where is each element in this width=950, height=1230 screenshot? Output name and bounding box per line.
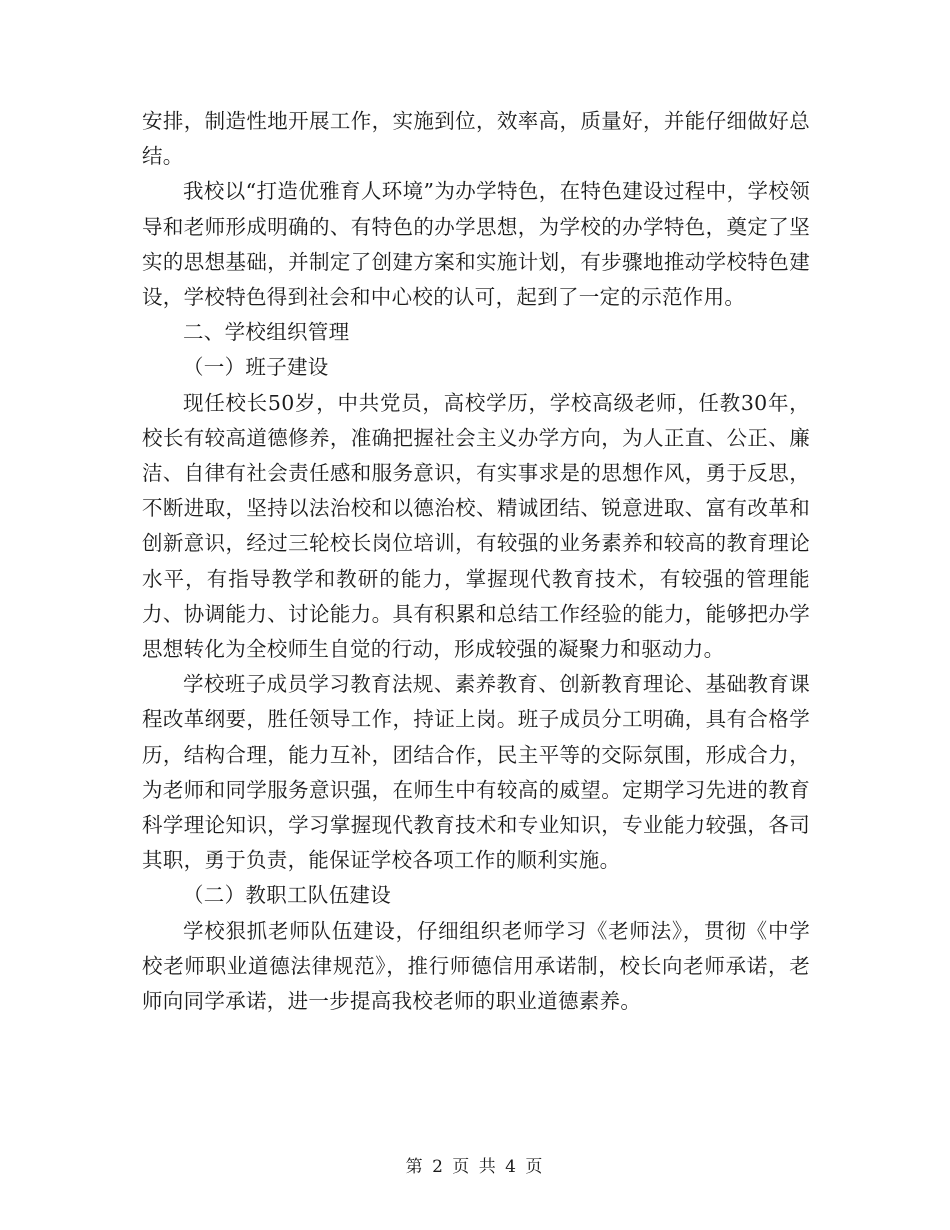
paragraph-continued: 安排，制造性地开展工作，实施到位，效率高，质量好，并能仔细做好总结。: [142, 109, 810, 169]
page-number-footer: 第 2 页 共 4 页: [405, 1157, 545, 1177]
paragraph-principal: 现任校长50岁，中共党员，高校学历，学校高级老师，任教30年，校长有较高道德修养，准确把握社会主义办学方向，为人正直、公正、廉洁、自律有社会责任感和服务意识，有实事求是的思想作风，勇于反思，不断进取，坚持以法治校和以德治校、精诚团结、锐意进取、富有改革和创新意识，经过三轮校长岗位培训，有较强的业务素养和较高的教育理论水平，有指导教学和教研的能力，掌握现代教育技术，有较强的管理能力、协调能力、讨论能力。具有积累和总结工作经验的能力，能够把办学思想转化为全校师生自觉的行动，形成较强的凝聚力和驱动力。: [142, 390, 810, 662]
paragraph-leadership-team: 学校班子成员学习教育法规、素养教育、创新教育理论、基础教育课程改革纲要，胜任领导工作，持证上岗。班子成员分工明确，具有合格学历，结构合理，能力互补，团结合作，民主平等的交际氛围，形成合力，为老师和同学服务意识强，在师生中有较高的威望。定期学习先进的教育科学理论知识，学习掌握现代教育技术和专业知识，专业能力较强，各司其职，勇于负责，能保证学校各项工作的顺利实施。: [142, 672, 810, 873]
paragraph-staff: 学校狠抓老师队伍建设，仔细组织老师学习《老师法》，贯彻《中学校老师职业道德法律规范》，推行师德信用承诺制，校长向老师承诺，老师向同学承诺，进一步提高我校老师的职业道德素养。: [142, 918, 810, 1014]
document-body: [142, 104, 810, 1019]
paragraph-school-feature: 我校以“打造优雅育人环境”为办学特色，在特色建设过程中，学校领导和老师形成明确的、有特色的办学思想，为学校的办学特色，奠定了坚实的思想基础，并制定了创建方案和实施计划，有步骤地推动学校特色建设，学校特色得到社会和中心校的认可，起到了一定的示范作用。: [142, 179, 810, 310]
subsection-heading-leadership: （一）班子建设: [183, 355, 329, 380]
section-heading-organization: 二、学校组织管理: [183, 320, 350, 345]
subsection-heading-staff: （二）教职工队伍建设: [183, 883, 391, 908]
